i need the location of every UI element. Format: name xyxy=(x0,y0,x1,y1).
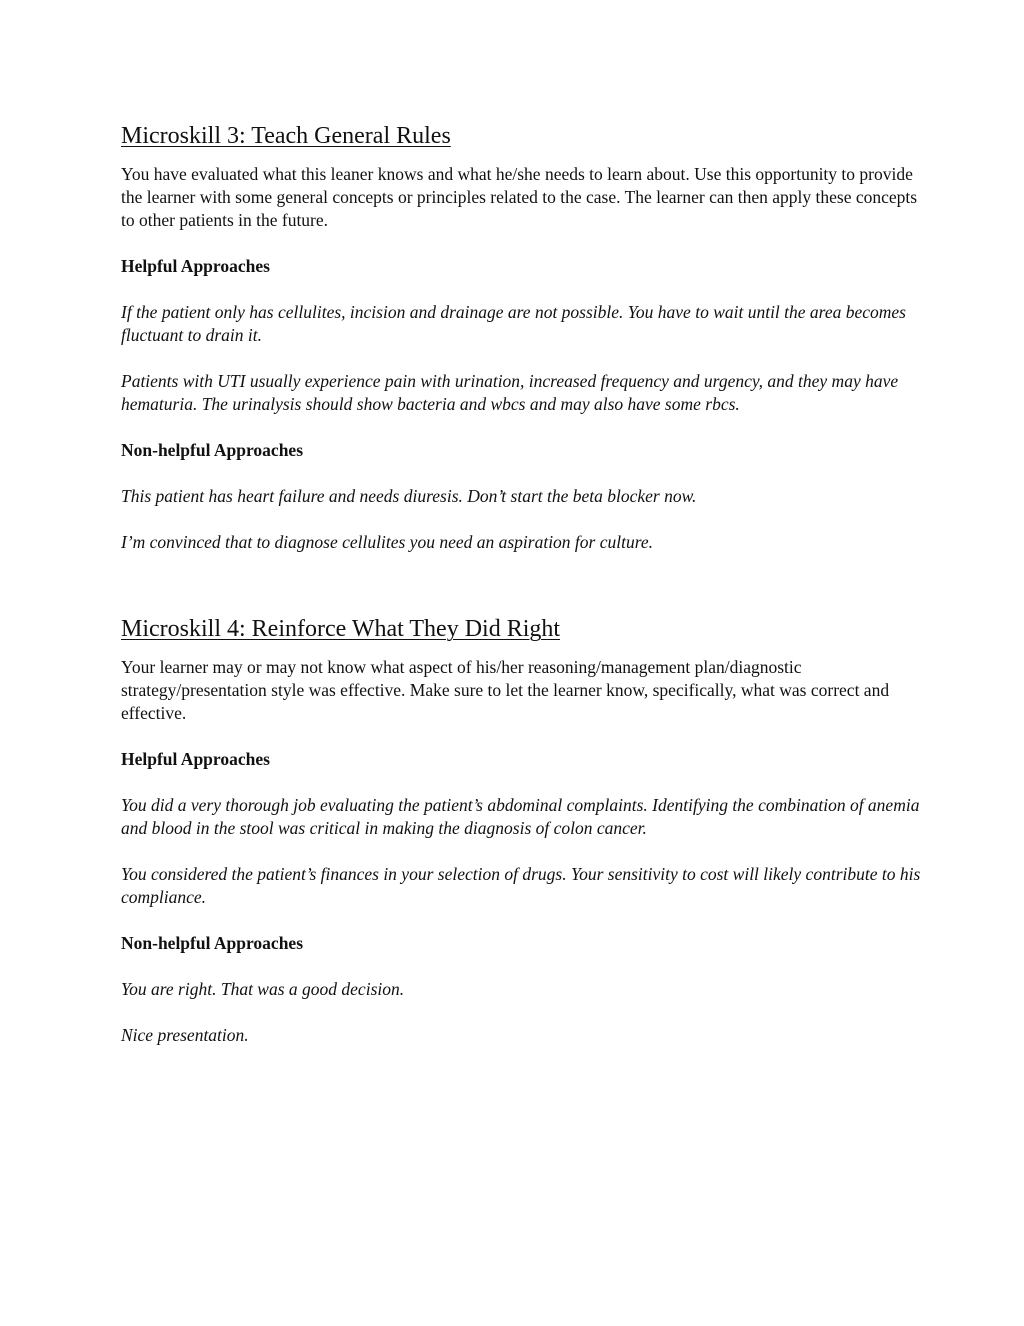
helpful-example: If the patient only has cellulites, incision and drainage are not possible. You have to wait until the area becomes fluctuant to drain it. xyxy=(121,302,906,345)
nonhelpful-example: I’m convinced that to diagnose cellulites you need an aspiration for culture. xyxy=(121,532,654,552)
section-title: Microskill 3: Teach General Rules xyxy=(121,123,451,149)
section-spacer xyxy=(121,577,921,613)
helpful-example: You considered the patient’s finances in your selection of drugs. Your sensitivity to cost will likely contribute to his compliance. xyxy=(121,864,921,907)
section-intro: Your learner may or may not know what aspect of his/her reasoning/management plan/diagnostic strategy/presentation style was effective. Make sure to let the learner know, specifically, what was correct and effective. xyxy=(121,657,890,723)
section-intro: You have evaluated what this leaner knows and what he/she needs to learn about. Use this opportunity to provide the learner with some general concepts or principles related to the case. The learner can then apply these concepts to other patients in the future. xyxy=(121,164,918,230)
nonhelpful-heading: Non-helpful Approaches xyxy=(121,933,304,953)
nonhelpful-heading: Non-helpful Approaches xyxy=(121,440,304,460)
nonhelpful-example: Nice presentation. xyxy=(121,1025,249,1045)
document-page xyxy=(121,120,921,1070)
helpful-example: You did a very thorough job evaluating the patient’s abdominal complaints. Identifying the combination of anemia and blood in the stool was critical in making the diagnosis of colon cancer. xyxy=(121,795,920,838)
helpful-heading: Helpful Approaches xyxy=(121,749,270,769)
section-microskill-4 xyxy=(121,613,921,1047)
section-title: Microskill 4: Reinforce What They Did Right xyxy=(121,616,561,642)
nonhelpful-example: This patient has heart failure and needs diuresis. Don’t start the beta blocker now. xyxy=(121,486,697,506)
nonhelpful-example: You are right. That was a good decision. xyxy=(121,979,405,999)
helpful-heading: Helpful Approaches xyxy=(121,256,270,276)
section-microskill-3 xyxy=(121,120,921,554)
helpful-example: Patients with UTI usually experience pain with urination, increased frequency and urgency, and they may have hematuria. The urinalysis should show bacteria and wbcs and may also have some rbcs. xyxy=(121,371,899,414)
